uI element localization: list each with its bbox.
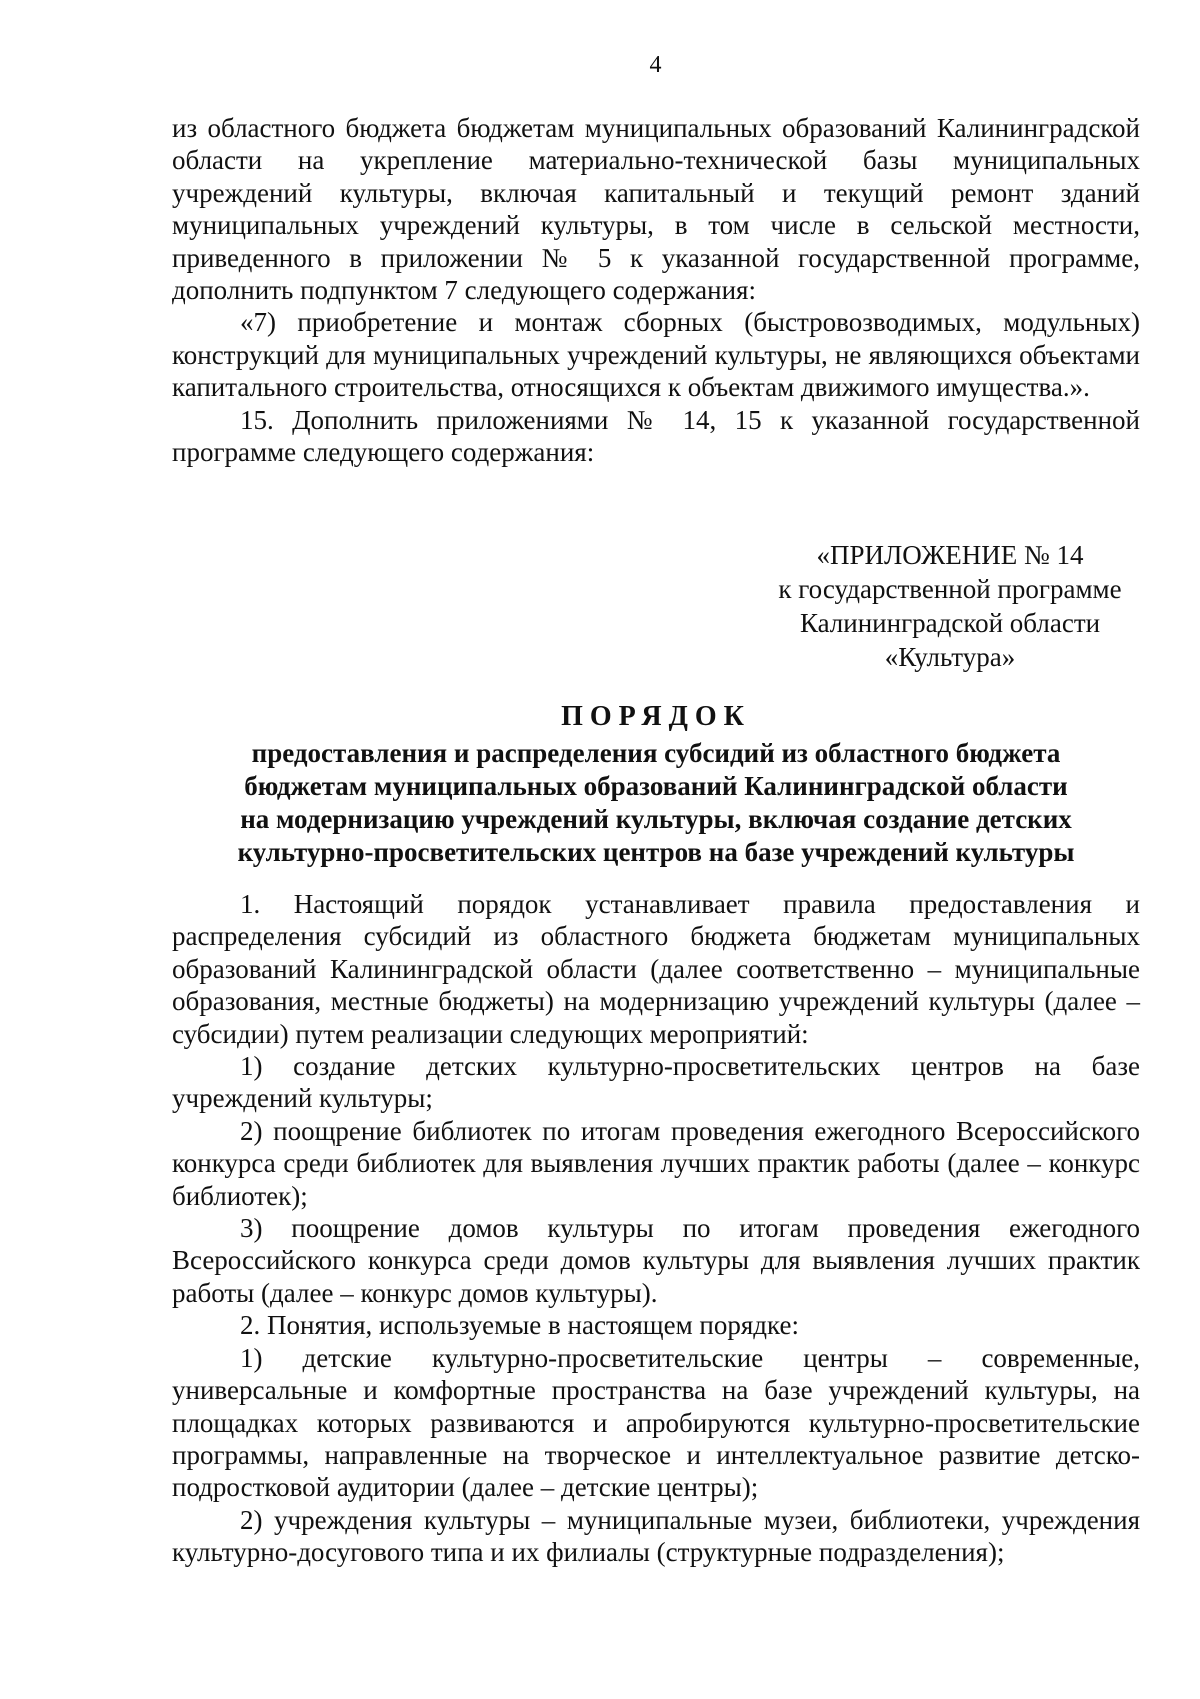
- appendix-header: [760, 538, 1140, 674]
- document-title: [172, 700, 1140, 869]
- main-text-block: [172, 888, 1140, 1569]
- intro-paragraph-continuation: из областного бюджета бюджетам муниципальных образований Калининградской области на укрепление материально-технической базы муниципальных учреждений культуры, включая капитальный и текущий ремонт зданий муниципальных учреждений культуры, в том числе в сельской местности, приведенного в приложении № 5 к указанной государственной программе, дополнить подпунктом 7 следующего содержания:: [172, 113, 1140, 306]
- appendix-program-name: «Культура»: [884, 642, 1016, 672]
- appendix-program-ref: к государственной программе: [778, 574, 1122, 604]
- paragraph-1: 1. Настоящий порядок устанавливает правила предоставления и распределения субсидий из областного бюджета бюджетам муниципальных образований Калининградской области (далее соответственно – муниципальные образования, местные бюджеты) на модернизацию учреждений культуры (далее – субсидии) путем реализации следующих мероприятий:: [172, 889, 1140, 1049]
- appendix-region: Калининградской области: [799, 608, 1101, 638]
- appendix-number: «ПРИЛОЖЕНИЕ № 14: [816, 540, 1084, 570]
- paragraph-2-item-1: 1) детские культурно-просветительские центры – современные, универсальные и комфортные пространства на базе учреждений культуры, на площадках которых развиваются и апробируются культурно-просветительские программы, направленные на творческое и интеллектуальное развитие детско-подростковой аудитории (далее – детские центры);: [172, 1342, 1140, 1503]
- page-number: 4: [649, 52, 662, 78]
- paragraph-1-item-3: 3) поощрение домов культуры по итогам проведения ежегодного Всероссийского конкурса среди домов культуры для выявления лучших практик работы (далее – конкурс домов культуры).: [172, 1213, 1140, 1308]
- paragraph-2-item-2: 2) учреждения культуры – муниципальные музеи, библиотеки, учреждения культурно-досугового типа и их филиалы (структурные подразделения);: [172, 1504, 1140, 1568]
- document-title-main: ПОРЯДОК: [561, 701, 751, 732]
- intro-text-block: [172, 112, 1140, 468]
- document-title-line-1: предоставления и распределения субсидий из областного бюджета: [251, 738, 1061, 768]
- intro-paragraph-item-15: 15. Дополнить приложениями № 14, 15 к указанной государственной программе следующего содержания:: [172, 404, 1140, 468]
- document-title-line-4: культурно-просветительских центров на базе учреждений культуры: [237, 837, 1075, 867]
- paragraph-1-item-1: 1) создание детских культурно-просветительских центров на базе учреждений культуры;: [172, 1051, 1140, 1114]
- document-title-line-3: на модернизацию учреждений культуры, включая создание детских: [240, 804, 1072, 834]
- document-title-line-2: бюджетам муниципальных образований Калининградской области: [244, 771, 1068, 801]
- paragraph-1-item-2: 2) поощрение библиотек по итогам проведения ежегодного Всероссийского конкурса среди библиотек для выявления лучших практик работы (далее – конкурс библиотек);: [172, 1115, 1140, 1211]
- intro-paragraph-subitem-7: «7) приобретение и монтаж сборных (быстровозводимых, модульных) конструкций для муниципальных учреждений культуры, не являющихся объектами капитального строительства, относящихся к объектам движимого имущества.».: [172, 307, 1140, 403]
- paragraph-2: 2. Понятия, используемые в настоящем порядке:: [240, 1310, 799, 1341]
